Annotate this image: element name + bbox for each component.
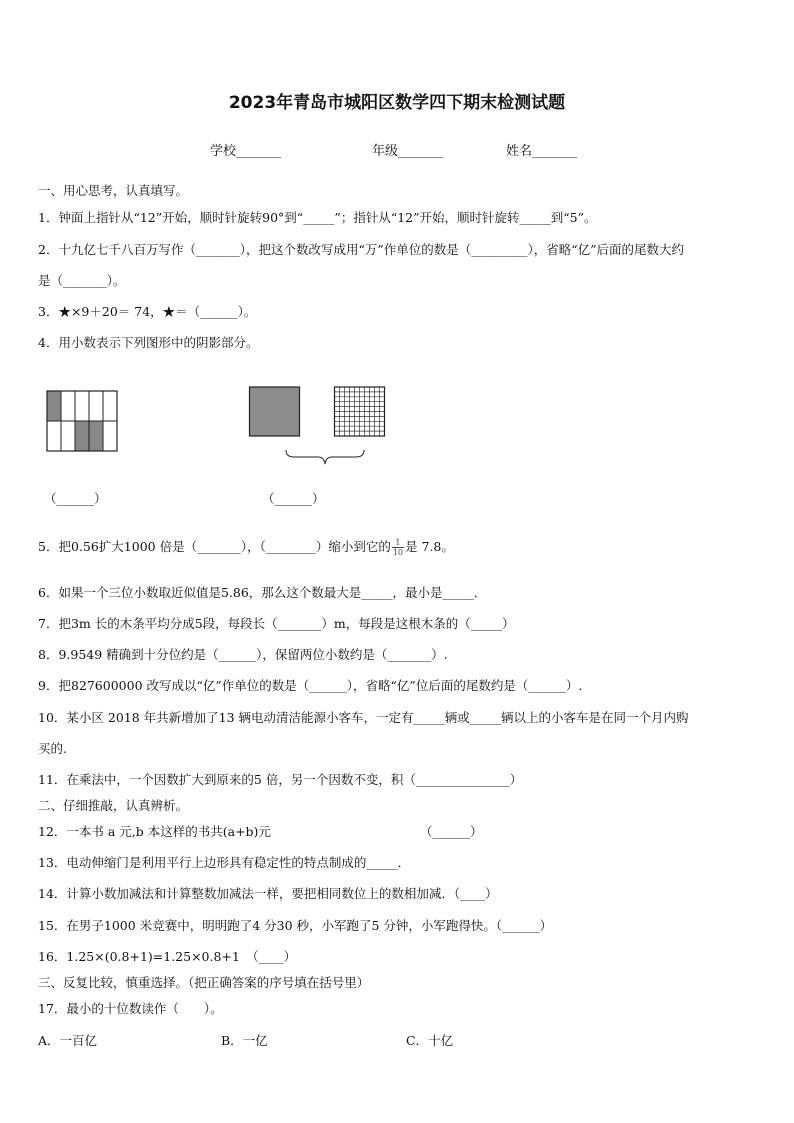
page-title: 2023年青岛市城阳区数学四下期末检测试题 <box>228 93 566 113</box>
question-4-blank-2: （______） <box>262 491 325 506</box>
name-field: 姓名_______ <box>506 144 578 159</box>
shaded-cell <box>75 421 89 451</box>
section-3-heading: 三、反复比较，慎重选择。（把正确答案的序号填在括号里） <box>38 975 370 990</box>
question-4-blank-1: （______） <box>44 491 107 506</box>
section-2-heading: 二、仔细推敲，认真辨析。 <box>38 798 189 813</box>
grid-10x10-figure <box>333 386 387 438</box>
grid-2x5-figure <box>44 390 118 452</box>
shaded-square-figure <box>248 386 302 438</box>
question-1: 1．钟面上指针从“12”开始，顺时针旋转90°到“_____”；指针从“12”开始，顺时针旋转_____到“5”。 <box>38 210 597 225</box>
question-9: 9．把827600000 改写成以“亿”作单位的数是（______），省略“亿”位后面的尾数约是（______）. <box>38 678 583 693</box>
question-5 <box>38 537 454 557</box>
question-2-line-2: 是（_______）。 <box>38 273 126 288</box>
question-6: 6．如果一个三位小数取近似值是5.86，那么这个数最大是_____，最小是_____． <box>38 585 487 600</box>
grade-field: 年级_______ <box>372 144 444 159</box>
option-c: C．十亿 <box>406 1033 454 1048</box>
question-12-blank: （______） <box>420 824 483 839</box>
question-4: 4．用小数表示下列图形中的阴影部分。 <box>38 335 259 350</box>
question-7: 7．把3m 长的木条平均分成5段，每段长（_______）m，每段是这根木条的（_____） <box>38 616 515 631</box>
fraction-numerator: 1 <box>392 538 404 548</box>
question-5-text-b: 是 7.8。 <box>405 539 454 554</box>
question-12: 12．一本书 a 元,b 本这样的书共(a+b)元 <box>38 824 271 839</box>
option-a: A．一百亿 <box>38 1033 98 1048</box>
section-1-heading: 一、用心思考，认真填写。 <box>38 183 189 198</box>
question-14: 14．计算小数加减法和计算整数加减法一样，要把相同数位上的数相加减．（____） <box>38 886 498 901</box>
question-16: 16．1.25×(0.8+1)=1.25×0.8+1 （____） <box>38 949 297 964</box>
fraction-denominator: 10 <box>392 548 404 557</box>
question-10-line-1: 10．某小区 2018 年共新增加了13 辆电动清洁能源小客车，一定有_____辆或_____辆以上的小客车是在同一个月内购 <box>38 710 689 725</box>
question-10-line-2: 买的. <box>38 741 67 756</box>
fraction-one-tenth <box>392 538 404 557</box>
shaded-cell <box>89 421 103 451</box>
option-b: B．一亿 <box>221 1033 268 1048</box>
curly-brace <box>284 448 366 468</box>
question-11: 11．在乘法中，一个因数扩大到原来的5 倍，另一个因数不变，积（_______________） <box>38 772 523 787</box>
question-13: 13．电动伸缩门是利用平行上边形具有稳定性的特点制成的_____． <box>38 855 411 870</box>
question-17: 17．最小的十位数读作（ ）。 <box>38 1001 223 1016</box>
question-15: 15．在男子1000 米竞赛中，明明跑了4 分30 秒，小军跑了5 分钟，小军跑得快。（______） <box>38 918 553 933</box>
question-5-text-a: 5．把0.56扩大1000 倍是（_______），（________）缩小到它的 <box>38 539 391 554</box>
question-2-line-1: 2．十九亿七千八百万写作（_______），把这个数改写成用“万”作单位的数是（_________），省略“亿”后面的尾数大约 <box>38 242 685 257</box>
question-8: 8．9.9549 精确到十分位约是（______），保留两位小数约是（_______）. <box>38 647 448 662</box>
question-3: 3．★×9＋20＝ 74，★＝（______）。 <box>38 304 257 319</box>
shaded-cell <box>47 391 61 421</box>
school-field: 学校_______ <box>210 144 282 159</box>
